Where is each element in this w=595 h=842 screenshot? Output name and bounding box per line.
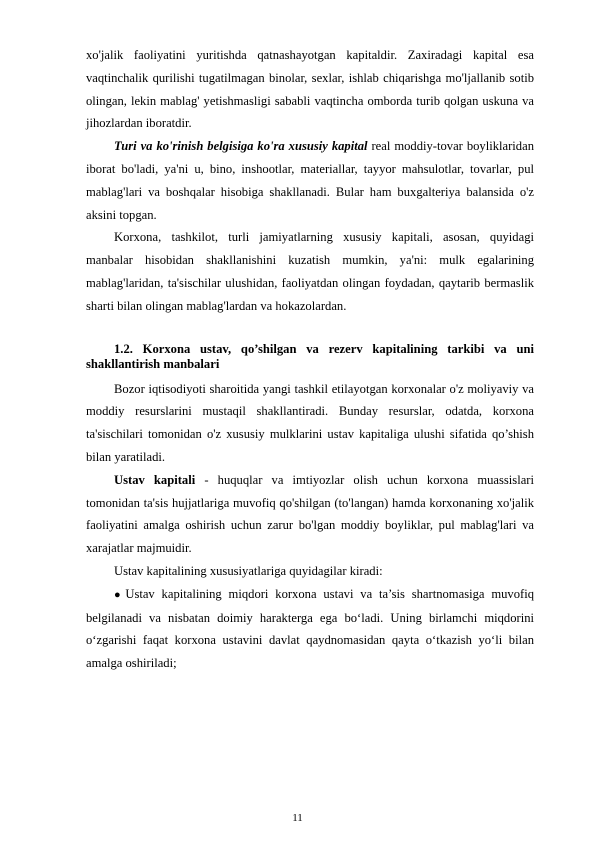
term-charter-capital: Ustav kapitali <box>114 472 196 487</box>
paragraph-private-capital-type <box>86 135 534 226</box>
term-private-capital: Turi va ko'rinish belgisiga ko'ra xususiy kapital <box>114 139 368 154</box>
paragraph-capital-sources: Korxona, tashkilot, turli jamiyatlarning xususiy kapitali, asosan, quyidagi manbalar hisobidan shakllanishini kuzatish mumkin, ya'ni: mulk egalarining mablag'laridan, ta'sischilar ulushidan, faoliyatdan olingan foydadan, qaytarib bermaslik sharti bilan olingan mablag'lardan va hokazolardan. <box>86 230 534 313</box>
section-heading: 1.2. Korxona ustav, qo’shilgan va rezerv kapitalining tarkibi va uni shakllantirish manbalari <box>86 341 534 371</box>
page-number: 11 <box>292 812 303 824</box>
list-item-bullet-1 <box>86 583 534 675</box>
paragraph-market-economy: Bozor iqtisodiyoti sharoitida yangi tashkil etilayotgan korxonalar o'z moliyaviy va moddiy resurslarini mustaqil shakllantiradi. Bunday resurslar, odatda, korxona ta'sischilari tomonidan o'z xususiy mulklarini ustav kapitaliga ulushi sifatida qo’shish bilan yaratiladi. <box>86 381 534 464</box>
paragraph-charter-capital-definition <box>86 469 534 560</box>
bullet-text: Ustav kapitalining miqdori korxona ustavi va ta’sis shartnomasiga muvofiq belgilanadi va nisbatan doimiy harakterga ega bo‘ladi. Uning birlamchi miqdorini o‘zgarishi faqat korxona ustavini davlat qaydnomasidan qayta o‘tkazish yo‘li bilan amalga oshiriladi; <box>86 586 534 671</box>
document-page <box>86 44 534 675</box>
paragraph-charter-capital-text: - huquqlar va imtiyozlar olish uchun korxona muassislari tomonidan ta'sis hujjatlariga muvofiq qo'shilgan (to'langan) hamda korxonaning xo'jalik faoliyatini amalga oshirish uchun zarur bo'lgan moddiy boyliklar, pul mablag'lari va xarajatlar majmuidir. <box>86 472 534 556</box>
paragraph-private-capital-text: real moddiy-tovar boyliklaridan iborat bo'ladi, ya'ni u, bino, inshootlar, materiallar, tayyor mahsulotlar, tovarlar, pul mablag'lari va boshqalar hisobiga shakllanadi. Bular ham buxgalteriya balansida o'z aksini topgan. <box>86 139 534 222</box>
paragraph-features-intro: Ustav kapitalining xususiyatlariga quyidagilar kiradi: <box>114 563 383 578</box>
paragraph-capital-reserve: xo'jalik faoliyatini yuritishda qatnashayotgan kapitaldir. Zaxiradagi kapital esa vaqtinchalik qurilishi tugatilmagan binolar, sexlar, ishlab chiqarishga mo'ljallanib sotib olingan, lekin mablag' yetishmasligi sababli vaqtincha omborda turib qolgan uskuna va jihozlardan iboratdir. <box>86 48 534 131</box>
bullet-icon: ● <box>114 588 125 601</box>
